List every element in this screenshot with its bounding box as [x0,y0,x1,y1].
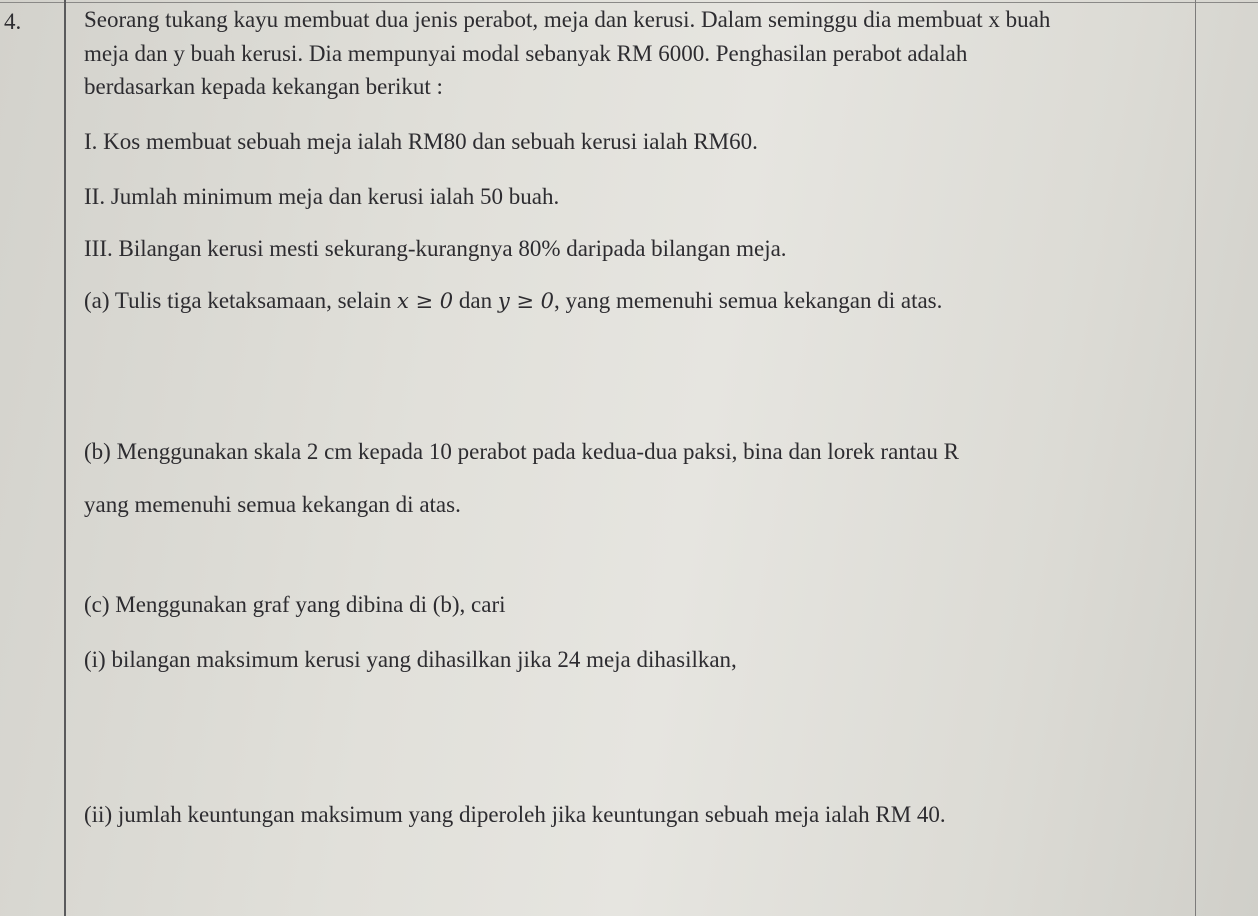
question-number: 4. [4,9,22,34]
constraint-2: II. Jumlah minimum meja dan kerusi ialah 50 buah. [84,184,560,209]
part-a-text-end: , yang memenuhi semua kekangan di atas. [554,288,943,313]
number-column-border [64,0,66,916]
part-c-question: (c) Menggunakan graf yang dibina di (b), cari [84,592,506,617]
intro-line-1: Seorang tukang kayu membuat dua jenis perabot, meja dan kerusi. Dalam seminggu dia membuat x buah [84,7,1051,32]
part-a-condition-y: y ≥ 0 [497,289,555,313]
part-a-condition-x: x ≥ 0 [397,289,454,313]
constraint-3: III. Bilangan kerusi mesti sekurang-kurangnya 80% daripada bilangan meja. [84,236,787,261]
part-a-text-start: (a) Tulis tiga ketaksamaan, selain [84,288,397,313]
part-a-question [84,286,942,316]
part-c-i-question: (i) bilangan maksimum kerusi yang dihasilkan jika 24 meja dihasilkan, [84,647,737,672]
part-b-line-2: yang memenuhi semua kekangan di atas. [84,492,461,517]
table-right-border [1195,0,1196,916]
intro-line-3: berdasarkan kepada kekangan berikut : [84,74,443,99]
part-a-text-middle: dan [453,288,498,313]
part-c-ii-question: (ii) jumlah keuntungan maksimum yang diperoleh jika keuntungan sebuah meja ialah RM 40. [84,802,946,827]
intro-line-2: meja dan y buah kerusi. Dia mempunyai modal sebanyak RM 6000. Penghasilan perabot adalah [84,41,968,66]
constraint-1: I. Kos membuat sebuah meja ialah RM80 dan sebuah kerusi ialah RM60. [84,129,758,154]
part-b-line-1: (b) Menggunakan skala 2 cm kepada 10 perabot pada kedua-dua paksi, bina dan lorek rantau R [84,439,959,464]
table-top-border [0,2,1258,3]
